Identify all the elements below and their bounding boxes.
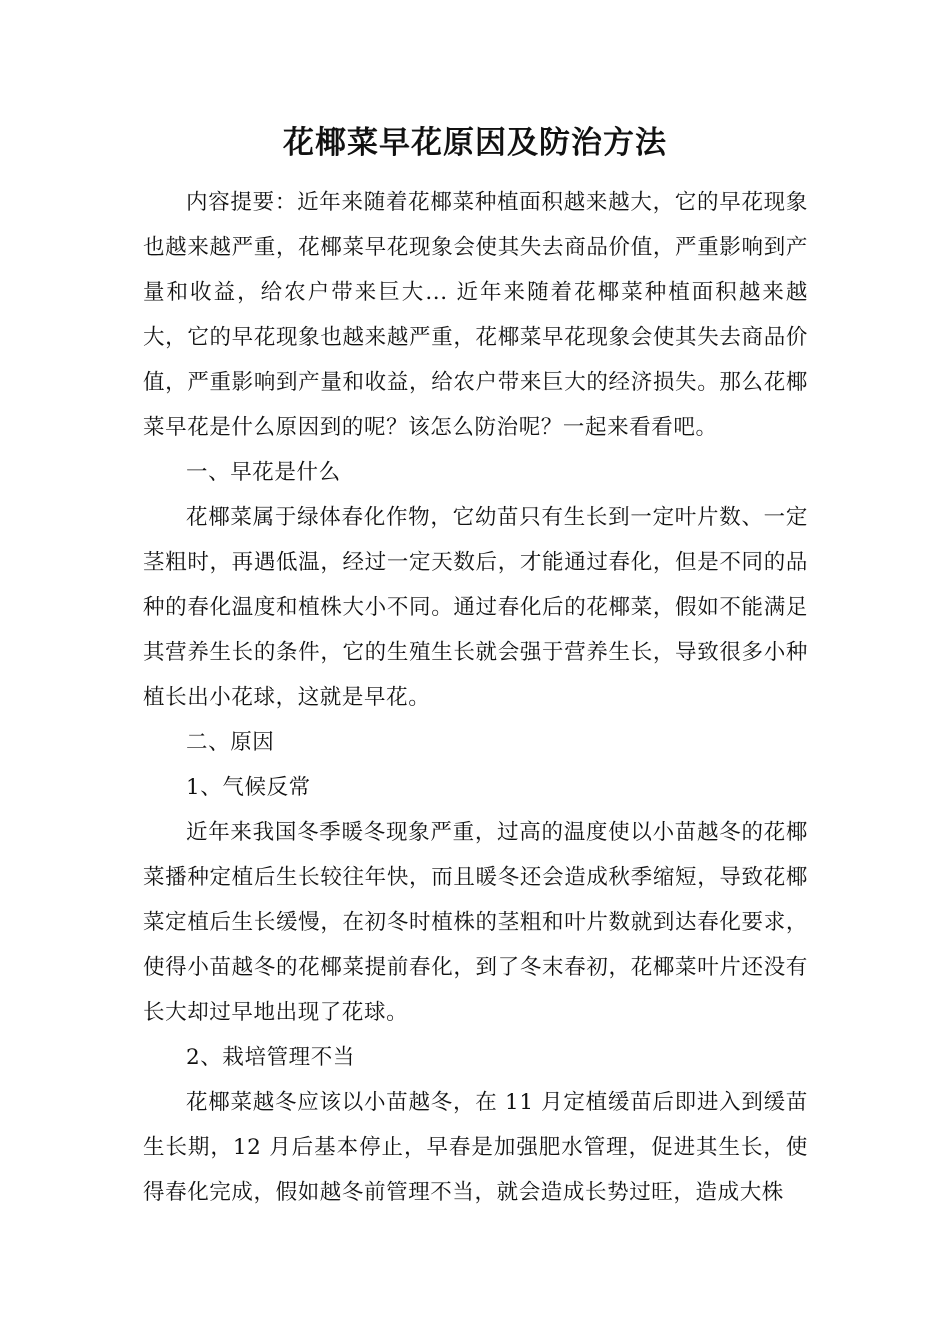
document-body xyxy=(143,180,808,1215)
paragraph-definition: 花椰菜属于绿体春化作物，它幼苗只有生长到一定叶片数、一定茎粗时，再遇低温，经过一定天数后，才能通过春化，但是不同的品种的春化温度和植株大小不同。通过春化后的花椰菜，假如不能满足其营养生长的条件，它的生殖生长就会强于营养生长，导致很多小种植长出小花球，这就是早花。 xyxy=(143,505,808,710)
document-title: 花椰菜早花原因及防治方法 xyxy=(283,125,667,161)
paragraph-climate: 近年来我国冬季暖冬现象严重，过高的温度使以小苗越冬的花椰菜播种定植后生长较往年快，而且暖冬还会造成秋季缩短，导致花椰菜定植后生长缓慢，在初冬时植株的茎粗和叶片数就到达春化要求，使得小苗越冬的花椰菜提前春化，到了冬末春初，花椰菜叶片还没有长大却过早地出现了花球。 xyxy=(143,820,808,1025)
heading-what-is-early-flowering: 一、早花是什么 xyxy=(186,460,341,485)
paragraph-summary: 内容提要：近年来随着花椰菜种植面积越来越大，它的早花现象也越来越严重，花椰菜早花现象会使其失去商品价值，严重影响到产量和收益，给农户带来巨大... 近年来随着花椰菜种植面积越来越大，它的早花现象也越来越严重，花椰菜早花现象会使其失去商品价值，严重影响到产量和收益，给农户带来巨大的经济损失。那么花椰菜早花是什么原因到的呢？该怎么防治呢？一起来看看吧。 xyxy=(143,190,808,440)
subheading-cultivation: 2、栽培管理不当 xyxy=(186,1045,355,1070)
heading-causes: 二、原因 xyxy=(186,730,275,755)
subheading-climate: 1、气候反常 xyxy=(186,775,311,800)
paragraph-cultivation: 花椰菜越冬应该以小苗越冬，在 11 月定植缓苗后即进入到缓苗生长期，12 月后基本停止，早春是加强肥水管理，促进其生长，使得春化完成，假如越冬前管理不当，就会造成长势过旺，造成大株 xyxy=(143,1090,808,1205)
